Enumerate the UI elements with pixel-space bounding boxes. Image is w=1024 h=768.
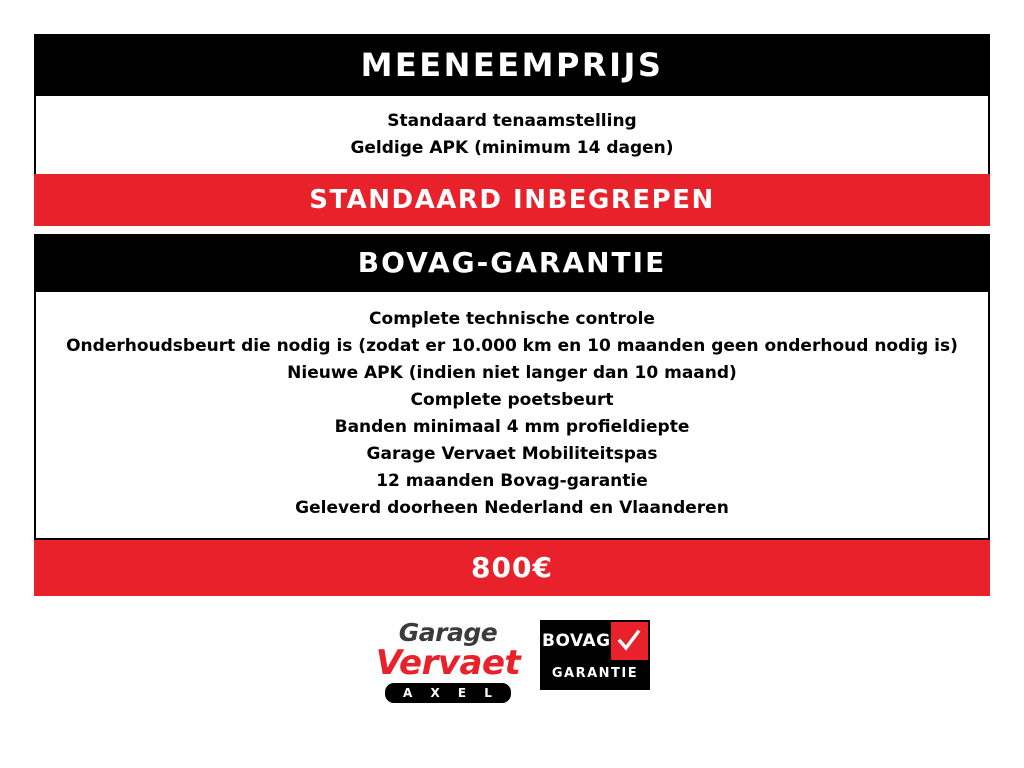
list-item: Complete poetsbeurt (410, 390, 614, 410)
section-divider (34, 226, 990, 234)
garage-logo-line1: Garage (398, 618, 498, 647)
standard-included-banner: STANDAARD INBEGREPEN (34, 174, 990, 226)
list-item: Onderhoudsbeurt die nodig is (zodat er 10.000 km en 10 maanden geen onderhoud nodig is) (66, 336, 958, 356)
list-item: Banden minimaal 4 mm profieldiepte (334, 417, 690, 437)
bovag-logo-name: BOVAG (542, 622, 611, 660)
list-item: Nieuwe APK (indien niet langer dan 10 maand) (287, 363, 737, 383)
warranty-title: BOVAG-GARANTIE (34, 234, 990, 292)
list-item: Geldige APK (minimum 14 dagen) (350, 138, 674, 158)
garage-logo-line2: Vervaet (375, 643, 521, 683)
garage-logo-location: A X E L (385, 683, 511, 703)
list-item: Garage Vervaet Mobiliteitspas (366, 444, 658, 464)
included-top-list (34, 96, 990, 174)
list-item: 12 maanden Bovag-garantie (376, 471, 648, 491)
bovag-logo (540, 620, 650, 690)
logo-row (34, 620, 990, 703)
page-title: MEENEEMPRIJS (34, 34, 990, 96)
list-item: Geleverd doorheen Nederland en Vlaanderen (295, 498, 729, 518)
garage-vervaet-logo (374, 620, 522, 703)
list-item: Complete technische controle (369, 309, 655, 329)
price-banner: 800€ (34, 540, 990, 596)
check-icon (611, 622, 648, 660)
warranty-list (34, 292, 990, 540)
bovag-logo-subtitle: GARANTIE (542, 660, 648, 688)
bovag-logo-top (542, 622, 648, 660)
list-item: Standaard tenaamstelling (387, 111, 637, 131)
